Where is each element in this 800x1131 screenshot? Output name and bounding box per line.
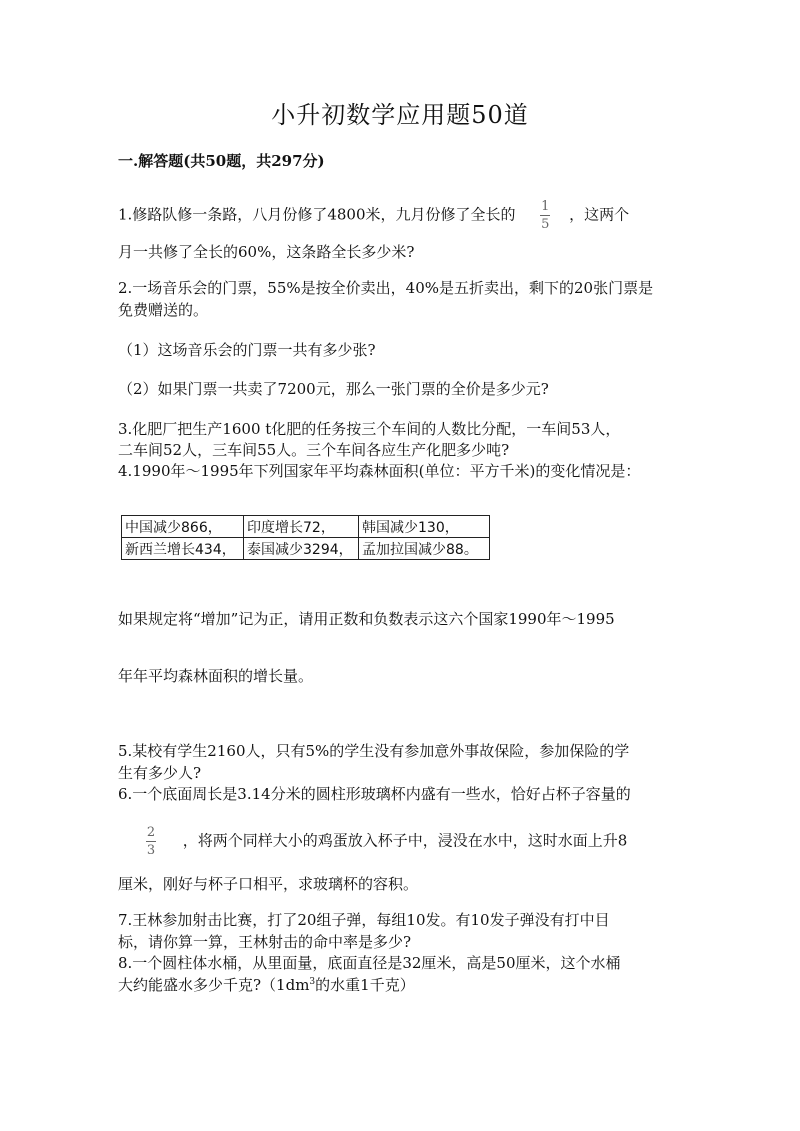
table-cell: 印度增长72，	[244, 516, 359, 538]
fraction-numerator: 2	[146, 825, 156, 840]
table-cell: 新西兰增长434，	[122, 538, 244, 560]
forest-change-table	[121, 515, 490, 560]
question-2-sub-1: （1）这场音乐会的门票一共有多少张?	[118, 341, 376, 359]
question-4-line-3: 年年平均森林面积的增长量。	[118, 667, 314, 685]
question-2-line-1: 2.一场音乐会的门票，55%是按全价卖出，40%是五折卖出，剩下的20张门票是	[118, 279, 654, 297]
question-8-text-pre: 大约能盛水多少千克?（1dm	[118, 976, 310, 994]
question-5-line-2: 生有多少人?	[118, 764, 202, 782]
table-cell: 孟加拉国减少88。	[359, 538, 490, 560]
fraction-bar	[540, 215, 550, 216]
table-cell: 韩国减少130，	[359, 516, 490, 538]
unit-exponent: 3	[309, 977, 316, 987]
question-4-line-1: 4.1990年～1995年下列国家年平均森林面积(单位：平方千米)的变化情况是：	[118, 462, 641, 480]
table-cell: 中国减少866，	[122, 516, 244, 538]
fraction-denominator: 5	[541, 217, 550, 232]
question-8-text-post: 的水重1千克）	[315, 976, 415, 994]
fraction-one-fifth	[540, 200, 550, 231]
table-row	[122, 538, 490, 560]
question-6-line-2	[146, 826, 627, 857]
section-heading: 一.解答题(共50题，共297分)	[118, 152, 325, 170]
question-2-line-2: 免费赠送的。	[118, 301, 209, 319]
fraction-denominator: 3	[146, 843, 156, 858]
question-6-line-3: 厘米，刚好与杯子口相平，求玻璃杯的容积。	[118, 875, 419, 893]
question-7-line-2: 标，请你算一算，王林射击的命中率是多少?	[118, 933, 412, 951]
question-6-line-1: 6.一个底面周长是3.14分米的圆柱形玻璃杯内盛有一些水，恰好占杯子容量的	[118, 785, 631, 803]
question-7-line-1: 7.王林参加射击比赛，打了20组子弹，每组10发。有10发子弹没有打中目	[118, 911, 610, 929]
question-8-line-1: 8.一个圆柱体水桶，从里面量，底面直径是32厘米，高是50厘米，这个水桶	[118, 954, 621, 972]
fraction-numerator: 1	[541, 199, 550, 214]
page-title: 小升初数学应用题50道	[271, 101, 529, 129]
question-1-line-1	[118, 200, 629, 231]
table-row	[122, 516, 490, 538]
question-1-text-post: ，这两个	[569, 205, 630, 224]
question-2-sub-2: （2）如果门票一共卖了7200元，那么一张门票的全价是多少元?	[118, 380, 549, 398]
question-3-line-2: 二车间52人，三车间55人。三个车间各应生产化肥多少吨?	[118, 441, 510, 459]
fraction-bar	[146, 841, 156, 842]
table-cell: 泰国减少3294，	[244, 538, 359, 560]
question-1-line-2: 月一共修了全长的60%，这条路全长多少米?	[118, 243, 415, 261]
question-6-text-2: ，将两个同样大小的鸡蛋放入杯子中，浸没在水中，这时水面上升8	[182, 831, 628, 850]
fraction-two-thirds	[146, 826, 156, 857]
question-1-text-pre: 1.修路队修一条路，八月份修了4800米，九月份修了全长的	[118, 205, 516, 224]
question-5-line-1: 5.某校有学生2160人，只有5%的学生没有参加意外事故保险，参加保险的学	[118, 742, 630, 760]
question-8-line-2	[118, 974, 415, 995]
question-4-line-2: 如果规定将“增加”记为正，请用正数和负数表示这六个国家1990年～1995	[118, 610, 615, 628]
question-3-line-1: 3.化肥厂把生产1600 t化肥的任务按三个车间的人数比分配，一车间53人，	[118, 420, 621, 438]
